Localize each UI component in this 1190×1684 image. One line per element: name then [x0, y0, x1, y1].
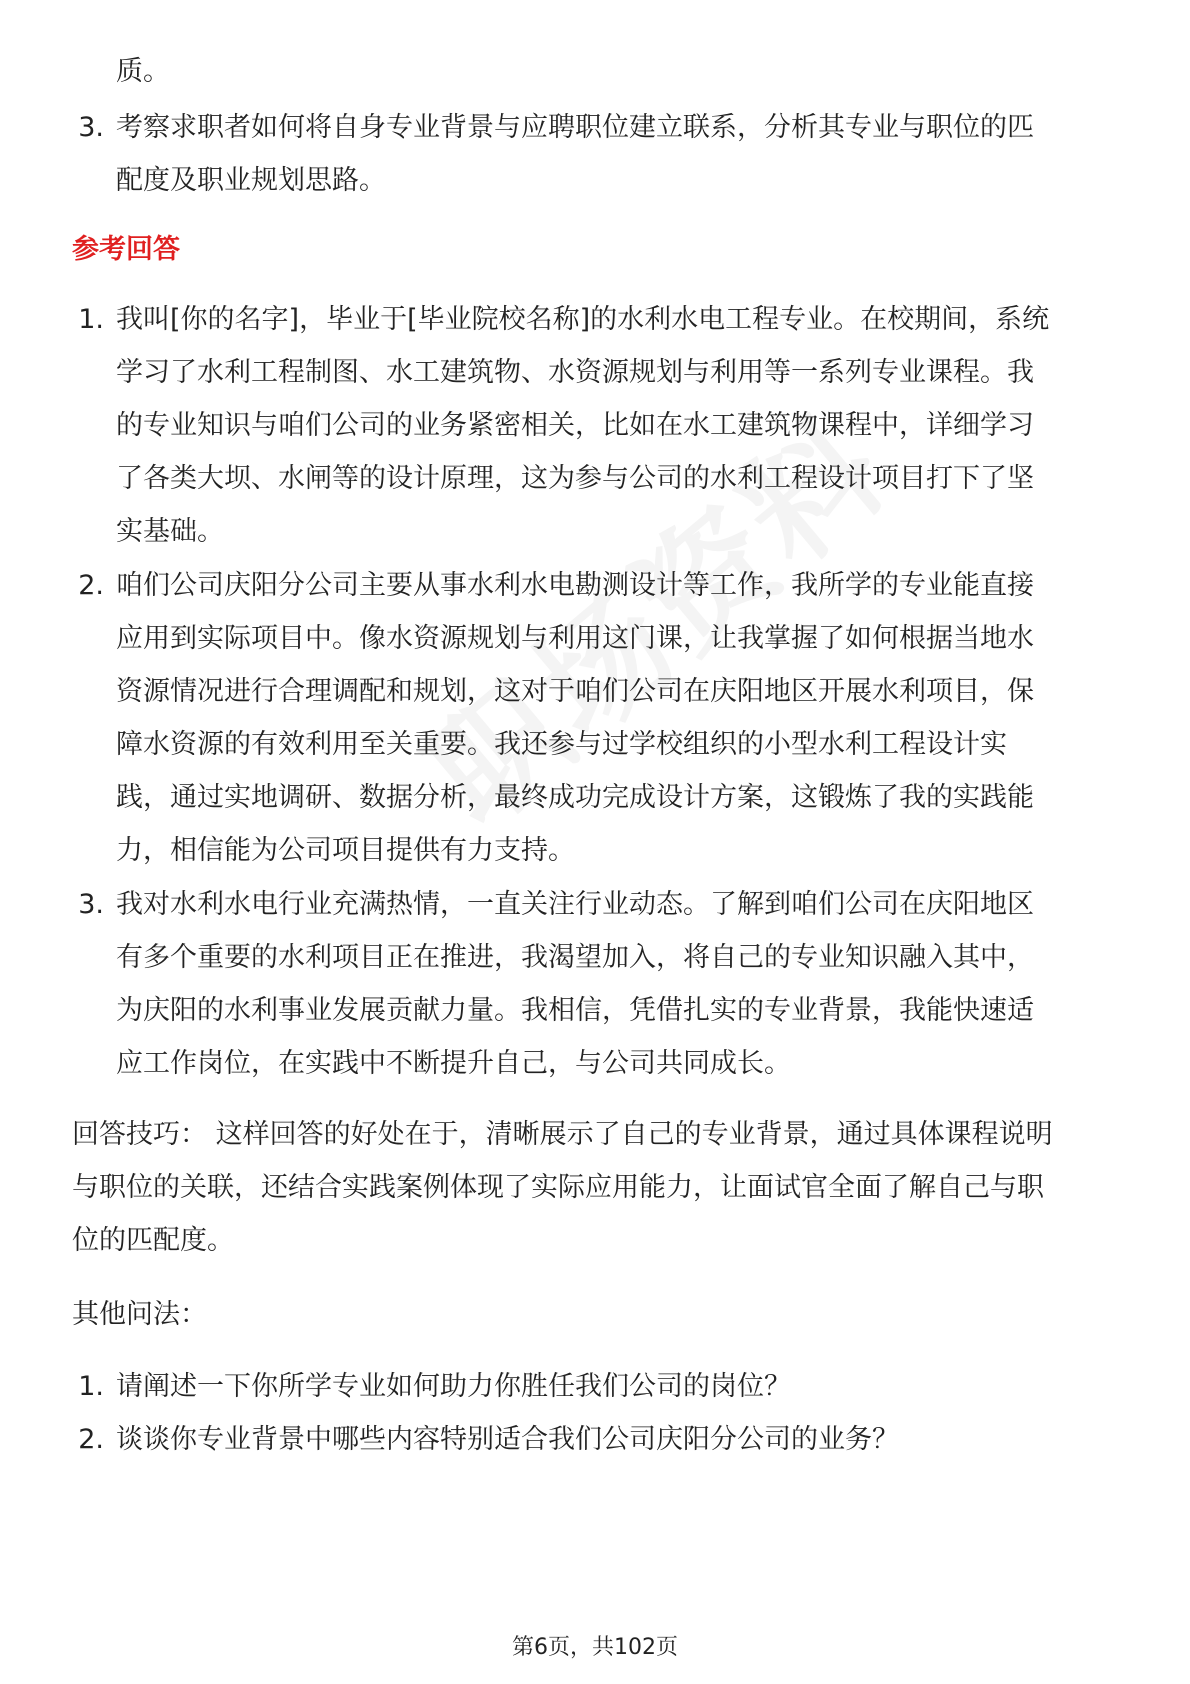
answer-1-number: 1.	[78, 304, 104, 335]
list-item-3-number: 3.	[78, 112, 104, 143]
list-item-3-line-1: 考察求职者如何将自身专业背景与应聘职位建立联系，分析其专业与职位的匹	[116, 112, 1034, 143]
other-question-2: 谈谈你专业背景中哪些内容特别适合我们公司庆阳分公司的业务？	[116, 1424, 899, 1455]
page-footer: 第6页，共102页	[512, 1635, 678, 1660]
answer-3-line-1: 我对水利水电行业充满热情，一直关注行业动态。了解到咱们公司在庆阳地区	[116, 889, 1034, 920]
answer-3-line-4: 应工作岗位，在实践中不断提升自己，与公司共同成长。	[116, 1048, 791, 1079]
answer-2-line-6: 力，相信能为公司项目提供有力支持。	[116, 835, 575, 866]
answer-2-line-4: 障水资源的有效利用至关重要。我还参与过学校组织的小型水利工程设计实	[116, 729, 1007, 760]
list-item-3-line-2: 配度及职业规划思路。	[116, 165, 386, 196]
tips-line-1: 回答技巧： 这样回答的好处在于，清晰展示了自己的专业背景，通过具体课程说明	[72, 1119, 1053, 1150]
answer-1-line-5: 实基础。	[116, 516, 224, 547]
answer-2-number: 2.	[78, 570, 104, 601]
answer-3-line-2: 有多个重要的水利项目正在推进，我渴望加入，将自己的专业知识融入其中，	[116, 942, 1034, 973]
answer-3-line-3: 为庆阳的水利事业发展贡献力量。我相信，凭借扎实的专业背景，我能快速适	[116, 995, 1034, 1026]
other-question-2-number: 2.	[78, 1424, 104, 1455]
answer-2-line-1: 咱们公司庆阳分公司主要从事水利水电勘测设计等工作，我所学的专业能直接	[116, 570, 1034, 601]
answer-1-line-3: 的专业知识与咱们公司的业务紧密相关，比如在水工建筑物课程中，详细学习	[116, 410, 1034, 441]
tips-line-2: 与职位的关联，还结合实践案例体现了实际应用能力，让面试官全面了解自己与职	[72, 1172, 1044, 1203]
tips-line-3: 位的匹配度。	[72, 1225, 234, 1256]
answer-2-line-2: 应用到实际项目中。像水资源规划与利用这门课，让我掌握了如何根据当地水	[116, 623, 1034, 654]
answer-1-line-2: 学习了水利工程制图、水工建筑物、水资源规划与利用等一系列专业课程。我	[116, 357, 1034, 388]
other-question-1-number: 1.	[78, 1371, 104, 1402]
answer-2-line-5: 践，通过实地调研、数据分析，最终成功完成设计方案，这锻炼了我的实践能	[116, 782, 1034, 813]
answer-1-line-4: 了各类大坝、水闸等的设计原理，这为参与公司的水利工程设计项目打下了坚	[116, 463, 1034, 494]
list-item-2-tail: 质。	[116, 56, 170, 87]
answer-3-number: 3.	[78, 889, 104, 920]
reference-heading: 参考回答	[72, 234, 180, 265]
other-questions-heading: 其他问法：	[72, 1299, 207, 1330]
other-question-1: 请阐述一下你所学专业如何助力你胜任我们公司的岗位？	[116, 1371, 791, 1402]
answer-2-line-3: 资源情况进行合理调配和规划，这对于咱们公司在庆阳地区开展水利项目，保	[116, 676, 1034, 707]
answer-1-line-1: 我叫[你的名字]，毕业于[毕业院校名称]的水利水电工程专业。在校期间，系统	[116, 304, 1050, 335]
